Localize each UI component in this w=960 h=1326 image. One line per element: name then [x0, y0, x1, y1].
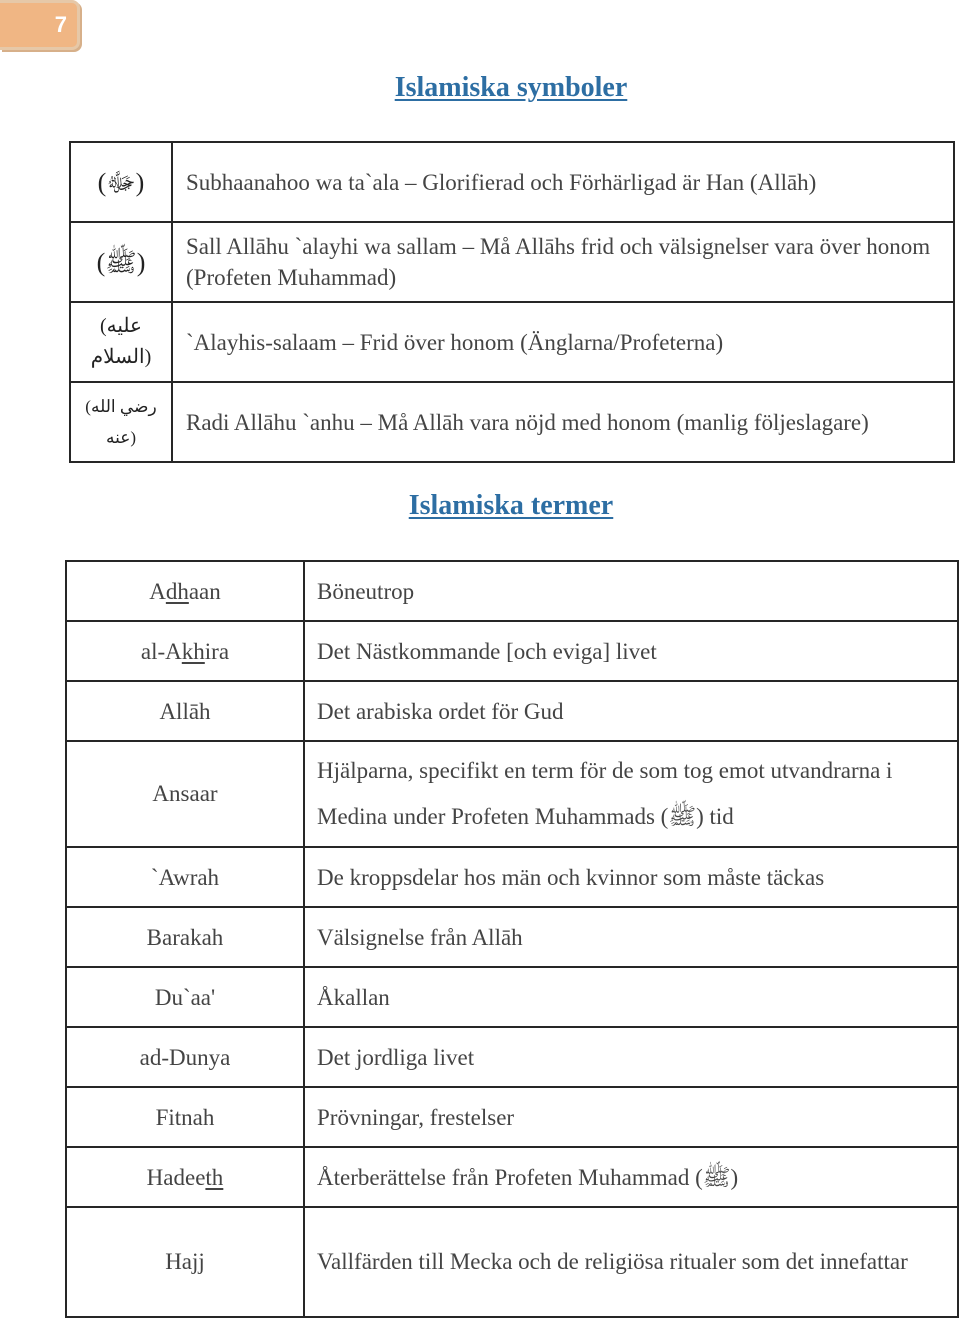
symbol-row: [70, 302, 954, 382]
term-cell: [66, 681, 304, 741]
term-text: aan: [188, 578, 221, 604]
term-definition: Återberättelse från Profeten Muhammad (ﷺ): [304, 1147, 958, 1207]
term-row: [66, 847, 958, 907]
term-text: Hajj: [165, 1249, 205, 1274]
term-text: ira: [204, 638, 230, 664]
term-cell: [66, 907, 304, 967]
symbol-row: [70, 142, 954, 222]
symbol-glyph: (ﷺ): [70, 222, 172, 302]
term-text: Hadee: [146, 1164, 206, 1190]
term-definition: Prövningar, frestelser: [304, 1087, 958, 1147]
term-text: `Awrah: [150, 864, 220, 890]
term-text: ad-Dunya: [139, 1044, 231, 1070]
symbol-description: Subhaanahoo wa ta`ala – Glorifierad och Förhärligad är Han (Allāh): [172, 142, 954, 222]
term-row: [66, 741, 958, 847]
term-cell: [66, 621, 304, 681]
term-definition: Vallfärden till Mecka och de religiösa ritualer som det innefattar: [304, 1207, 958, 1317]
term-row: [66, 1087, 958, 1147]
term-definition: Det arabiska ordet för Gud: [304, 681, 958, 741]
term-text: Du`aa': [154, 984, 216, 1010]
term-definition: Det jordliga livet: [304, 1027, 958, 1087]
term-text: Barakah: [146, 924, 224, 950]
term-text: Fitnah: [155, 1104, 215, 1130]
term-row: [66, 681, 958, 741]
term-definition: Välsignelse från Allāh: [304, 907, 958, 967]
term-row: [66, 1207, 958, 1317]
term-row: [66, 907, 958, 967]
term-cell: [66, 561, 304, 621]
term-definition: De kroppsdelar hos män och kvinnor som måste täckas: [304, 847, 958, 907]
term-text-underlined: dh: [165, 578, 189, 604]
term-cell: [66, 1147, 304, 1207]
term-cell: [66, 1087, 304, 1147]
symbols-table: [69, 141, 955, 463]
page-number-badge: [0, 0, 80, 50]
terms-table: [65, 560, 959, 1318]
term-cell: [66, 967, 304, 1027]
terms-heading: Islamiska termer: [408, 490, 614, 521]
symbol-description: Sall Allāhu `alayhi wa sallam – Må Allāhs frid och välsignelser vara över honom (Profeten Muhammad): [172, 222, 954, 302]
symbol-row: [70, 222, 954, 302]
term-row: [66, 1027, 958, 1087]
term-text-underlined: kh: [181, 638, 205, 664]
term-text-underlined: th: [205, 1164, 224, 1190]
symbol-glyph: (ﷻ): [70, 142, 172, 222]
term-cell: [66, 1027, 304, 1087]
symbol-glyph: (رضي الله عنه): [70, 382, 172, 462]
symbol-description: Radi Allāhu `anhu – Må Allāh vara nöjd med honom (manlig följeslagare): [172, 382, 954, 462]
term-row: [66, 1147, 958, 1207]
term-definition: Åkallan: [304, 967, 958, 1027]
term-definition: Det Nästkommande [och eviga] livet: [304, 621, 958, 681]
symbol-row: [70, 382, 954, 462]
term-text: Ansaar: [152, 781, 218, 806]
term-row: [66, 621, 958, 681]
symbol-glyph: (عليه السلام): [70, 302, 172, 382]
term-text: Allāh: [159, 698, 211, 724]
term-cell: [66, 847, 304, 907]
term-text: al-A: [140, 638, 182, 664]
term-definition: Böneutrop: [304, 561, 958, 621]
term-definition: Hjälparna, specifikt en term för de som tog emot utvandrarna i Medina under Profeten Muhammads (ﷺ) tid: [304, 741, 958, 847]
symbol-description: `Alayhis-salaam – Frid över honom (Änglarna/Profeterna): [172, 302, 954, 382]
symbols-heading: Islamiska symboler: [394, 72, 628, 103]
page-number: 7: [54, 12, 67, 37]
term-cell: [66, 741, 304, 847]
term-text: A: [149, 578, 166, 604]
term-row: [66, 561, 958, 621]
term-row: [66, 967, 958, 1027]
term-cell: [66, 1207, 304, 1317]
